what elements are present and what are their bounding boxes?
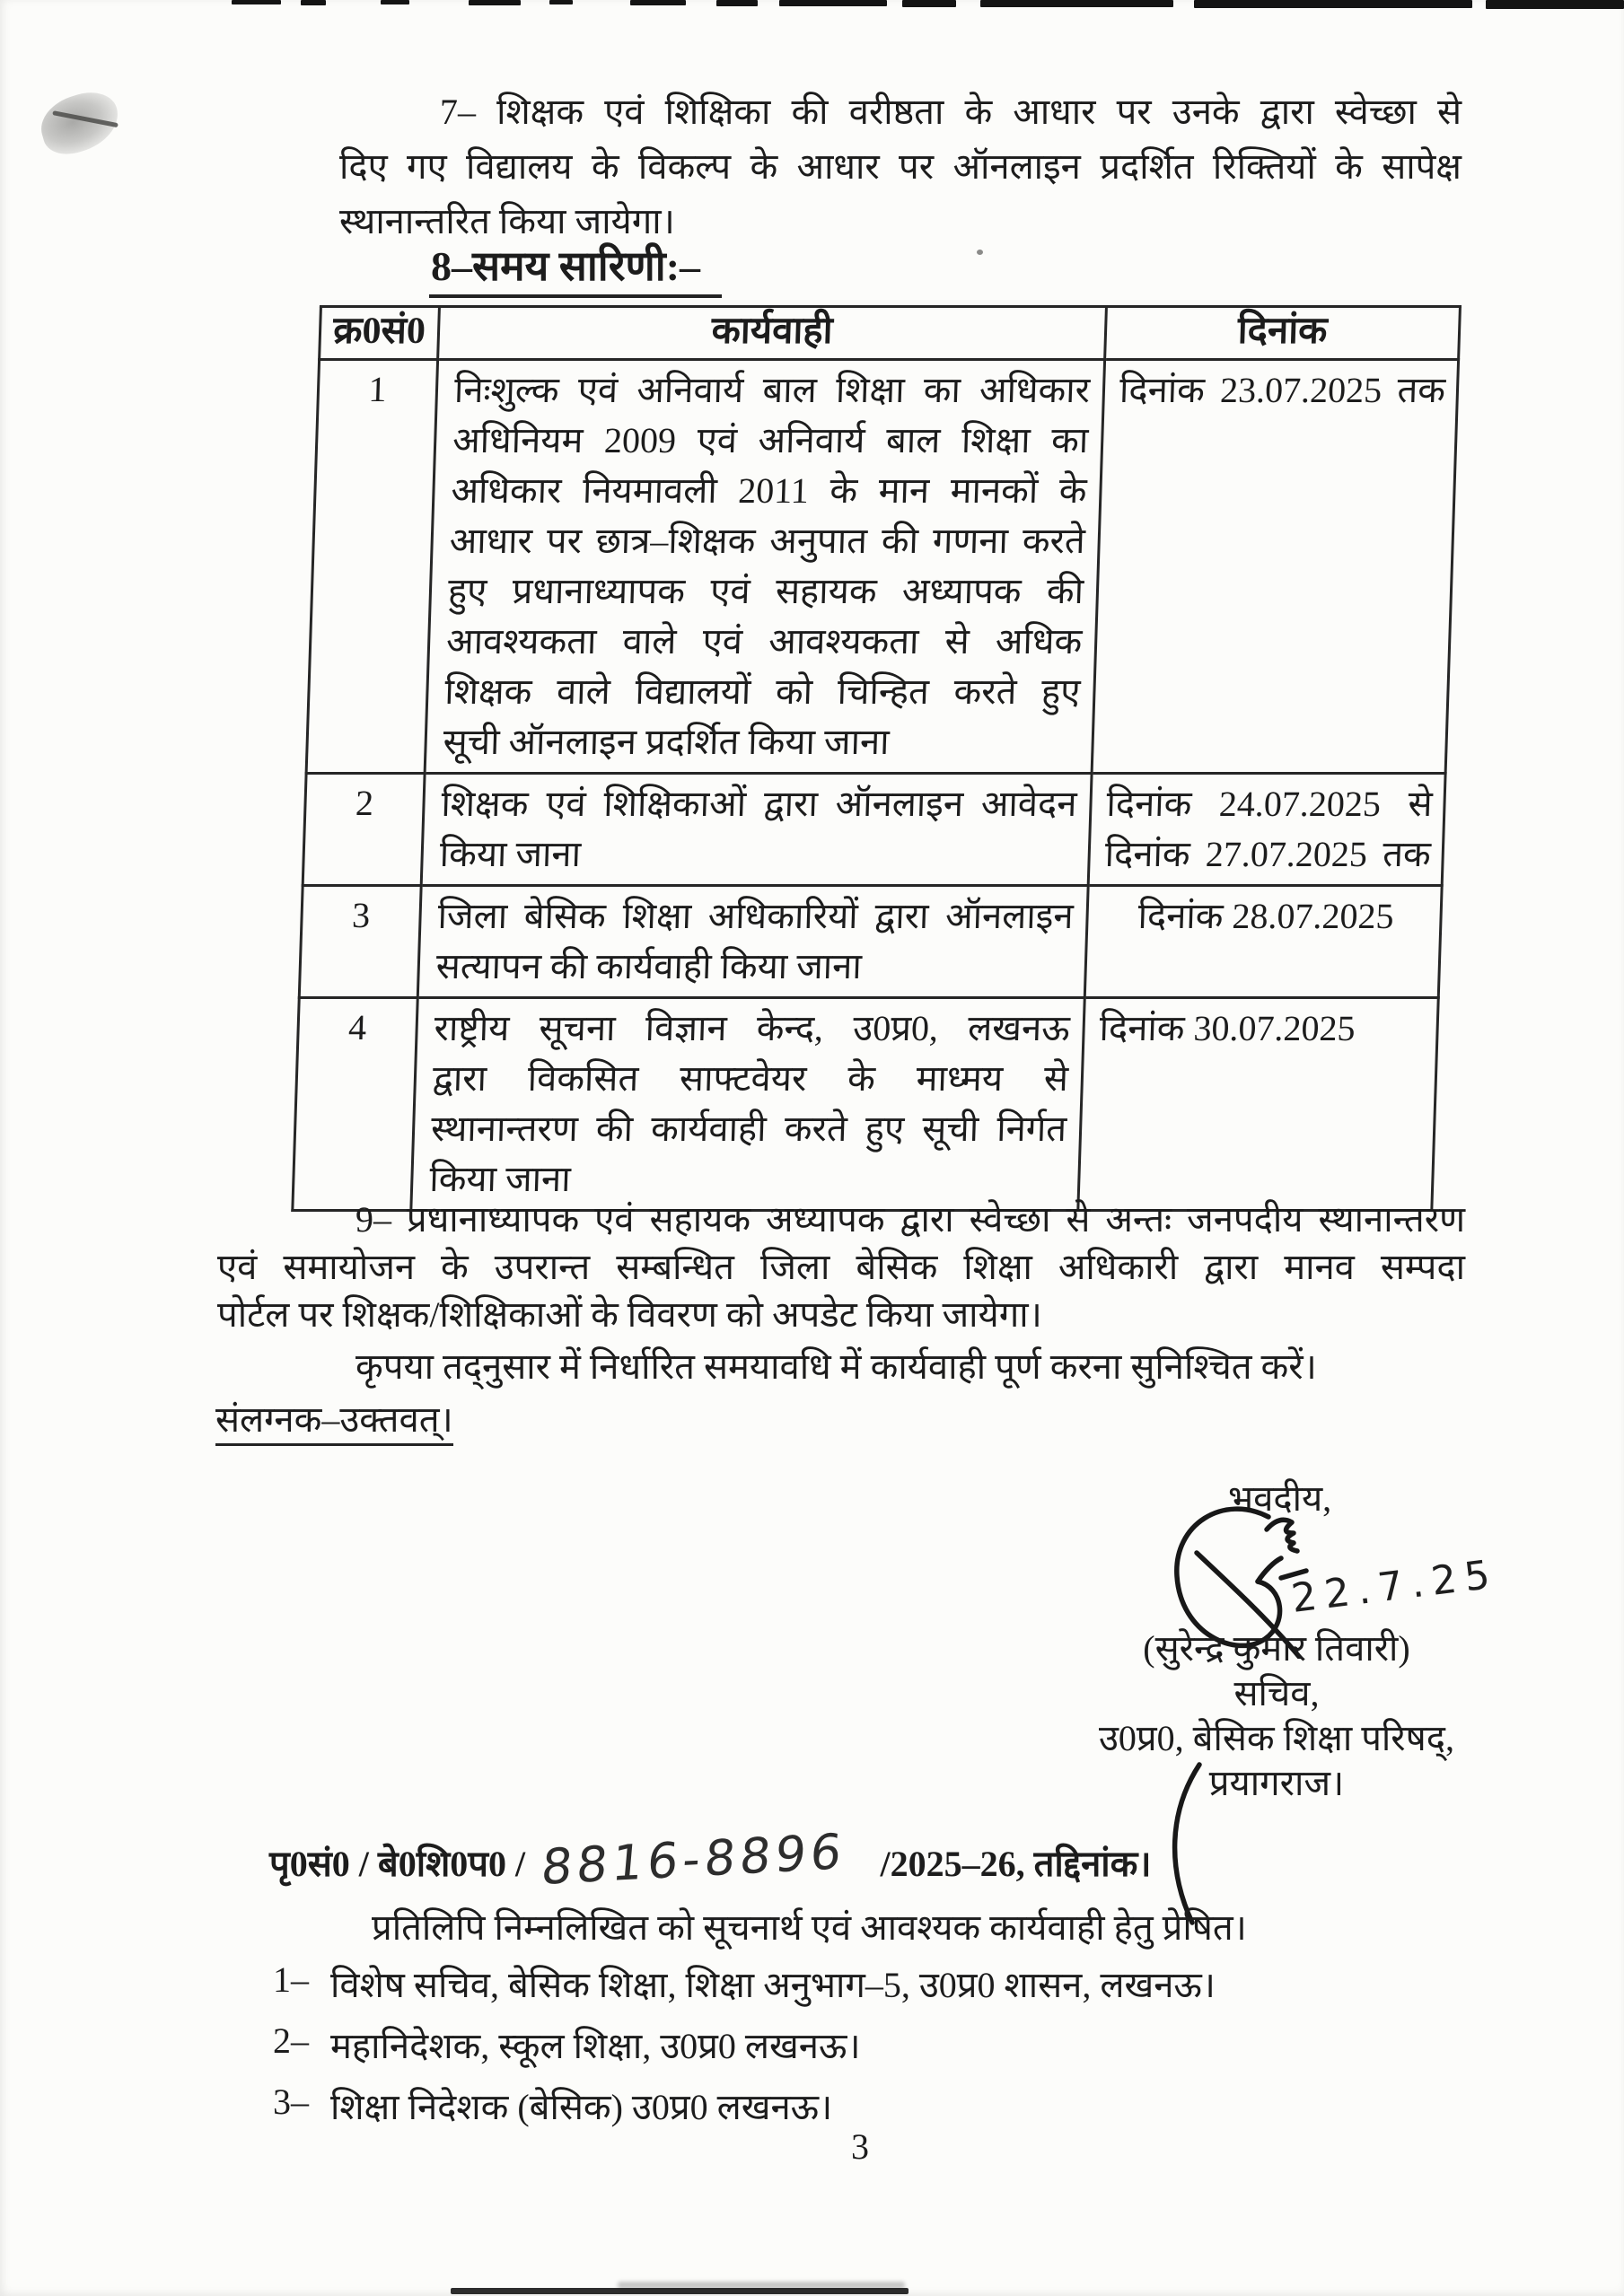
cell-action	[421, 774, 1092, 886]
cell-date	[1088, 774, 1445, 886]
signatory-name: (सुरेन्द्र कुमार तिवारी)	[1143, 1628, 1410, 1669]
scan-mark	[1194, 0, 1472, 8]
sno-value: 2	[355, 783, 374, 823]
action-line: द्वारा विकसित साफ्टवेयर के माध्मय से	[432, 1058, 1069, 1099]
cell-sno	[299, 886, 421, 998]
copy-item-text: महानिदेशक, स्कूल शिक्षा, उ0प्र0 लखनऊ।	[330, 2026, 861, 2066]
paragraph-9-line: पोर्टल पर शिक्षक/शिक्षिकाओं के विवरण को अपडेट किया जायेगा।	[217, 1294, 1042, 1335]
paragraph-9-line: 9– प्रधानाध्यापक एवं सहायक अध्यापक द्वारा स्वेच्छा से अन्तः जनपदीय स्थानान्तरण	[356, 1199, 1465, 1240]
signature-curl	[1258, 1558, 1281, 1582]
paragraph-9	[217, 1196, 1465, 1339]
sno-value: 3	[351, 895, 371, 935]
signature-zigzag	[1267, 1520, 1297, 1551]
schedule-heading: 8–समय सारिणी:–	[429, 243, 722, 298]
scan-mark	[381, 0, 409, 4]
enclosure-text: संलग्नक–उक्तवत्।	[215, 1399, 453, 1446]
cell-sno	[293, 998, 417, 1211]
date-line: दिनांक 30.07.2025	[1098, 1008, 1356, 1048]
signatory-block	[1034, 1626, 1519, 1806]
action-line: किया जाना	[428, 1159, 572, 1199]
scan-mark	[716, 0, 758, 6]
cell-date	[1078, 998, 1438, 1211]
table-row	[303, 774, 1445, 886]
copy-item-number: 3–	[273, 2081, 309, 2122]
cell-sno	[306, 360, 437, 774]
page-number: 3	[851, 2126, 869, 2167]
date-line: दिनांक 27.07.2025 तक	[1104, 834, 1432, 874]
scan-mark	[1486, 0, 1624, 9]
date-line: दिनांक 23.07.2025 तक	[1119, 370, 1446, 410]
copy-list	[273, 1959, 1440, 2142]
action-line: राष्ट्रीय सूचना विज्ञान केन्द, उ0प्र0, लखनऊ	[433, 1008, 1071, 1048]
action-line: सत्यापन की कार्यवाही किया जाना	[435, 946, 863, 986]
request-line: कृपया तद्नुसार में निर्धारित समयावधि में कार्यवाही पूर्ण करना सुनिश्चित करें।	[356, 1346, 1317, 1387]
sno-value: 1	[367, 369, 388, 409]
cell-action	[411, 998, 1084, 1211]
action-line: अधिकार नियमावली 2011 के मान मानकों के	[450, 470, 1088, 511]
sno-value: 4	[347, 1007, 367, 1047]
paragraph-7	[339, 86, 1462, 250]
speck-artifact	[977, 250, 983, 255]
cell-date	[1084, 886, 1442, 998]
paragraph-7-line: दिए गए विद्यालय के विकल्प के आधार पर ऑनलाइन प्रदर्शित रिक्तियों के सापेक्ष	[339, 146, 1462, 187]
action-line: निःशुल्क एवं अनिवार्य बाल शिक्षा का अधिकार	[453, 370, 1091, 410]
paragraph-7-line: स्थानान्तरित किया जायेगा।	[339, 201, 675, 241]
action-line: किया जाना	[439, 834, 582, 874]
cell-action	[425, 360, 1104, 774]
scan-mark	[549, 0, 573, 4]
section-8-heading	[429, 237, 722, 293]
schedule-table-wrap	[291, 305, 1462, 1212]
action-line: सूची ऑनलाइन प्रदर्शित किया जाना	[443, 722, 891, 762]
action-line: आवश्यकता वाले एवं आवश्यकता से अधिक	[445, 621, 1083, 662]
copy-item-number: 1–	[273, 1959, 309, 2000]
copy-list-item	[273, 2020, 1440, 2081]
cell-sno	[303, 774, 425, 886]
action-line: अधिनियम 2009 एवं अनिवार्य बाल शिक्षा का	[452, 420, 1089, 460]
copy-item-text: शिक्षा निदेशक (बेसिक) उ0प्र0 लखनऊ।	[330, 2087, 833, 2127]
paragraph-9-line: एवं समायोजन के उपरान्त सम्बन्धित जिला बेसिक शिक्षा अधिकारी द्वारा मानव सम्पदा	[217, 1247, 1465, 1287]
copy-item-text: विशेष सचिव, बेसिक शिक्षा, शिक्षा अनुभाग–5, उ0प्र0 शासन, लखनऊ।	[330, 1965, 1216, 2005]
signatory-designation: सचिव,	[1233, 1673, 1320, 1713]
scan-mark	[902, 0, 956, 7]
action-line: हुए प्रधानाध्यापक एवं सहायक अध्यापक की	[447, 571, 1084, 611]
date-line: दिनांक 28.07.2025	[1137, 896, 1395, 936]
schedule-table	[291, 305, 1462, 1212]
scan-mark	[469, 0, 521, 5]
date-line: दिनांक 24.07.2025 से	[1105, 784, 1434, 824]
handwritten-sign-date: 22.7.25	[1288, 1551, 1501, 1622]
action-line: स्थानान्तरण की कार्यवाही करते हुए सूची निर्गत	[430, 1109, 1067, 1149]
copy-note: प्रतिलिपि निम्नलिखित को सूचनार्थ एवं आवश्यक कार्यवाही हेतु प्रेषित।	[372, 1907, 1247, 1948]
copy-item-number: 2–	[273, 2020, 309, 2061]
table-header-row	[320, 307, 1461, 360]
reference-handwritten-number: 8816-8896	[539, 1822, 848, 1897]
table-row	[293, 998, 1438, 1211]
cell-date	[1092, 360, 1458, 774]
reference-suffix: /2025–26, तद्दिनांक।	[880, 1844, 1152, 1884]
table-row	[299, 886, 1442, 998]
scan-mark	[301, 0, 326, 5]
reference-prefix: पृ0सं0 / बे0शि0प0 /	[269, 1844, 526, 1884]
header-action: कार्यवाही	[438, 307, 1107, 360]
header-date: दिनांक	[1105, 307, 1461, 360]
copy-list-item	[273, 1959, 1440, 2020]
salutation: भवदीय,	[1228, 1478, 1332, 1519]
scan-mark	[779, 0, 887, 6]
enclosure-line	[215, 1393, 453, 1442]
cell-action	[417, 886, 1088, 998]
ink-smudge	[34, 85, 126, 161]
header-sno: क्र0सं0	[320, 307, 440, 360]
action-line: शिक्षक वाले विद्यालयों को चिन्हित करते हुए	[443, 671, 1082, 712]
action-line: शिक्षक एवं शिक्षिकाओं द्वारा ऑनलाइन आवेदन	[440, 784, 1078, 824]
table-row	[306, 360, 1458, 774]
scan-mark	[980, 0, 1173, 7]
action-line: आधार पर छात्र–शिक्षक अनुपात की गणना करते	[449, 521, 1086, 561]
signatory-place: प्रयागराज।	[1208, 1763, 1345, 1803]
action-line: जिला बेसिक शिक्षा अधिकारियों द्वारा ऑनलाइन	[436, 896, 1075, 936]
paragraph-7-line: 7– शिक्षक एवं शिक्षिका की वरीष्ठता के आधार पर उनके द्वारा स्वेच्छा से	[440, 92, 1462, 132]
scan-mark	[232, 0, 281, 4]
signatory-organization: उ0प्र0, बेसिक शिक्षा परिषद्,	[1098, 1718, 1455, 1758]
scan-bottom-bar	[451, 2288, 909, 2294]
reference-line	[269, 1822, 1257, 1897]
scan-mark	[630, 0, 686, 5]
